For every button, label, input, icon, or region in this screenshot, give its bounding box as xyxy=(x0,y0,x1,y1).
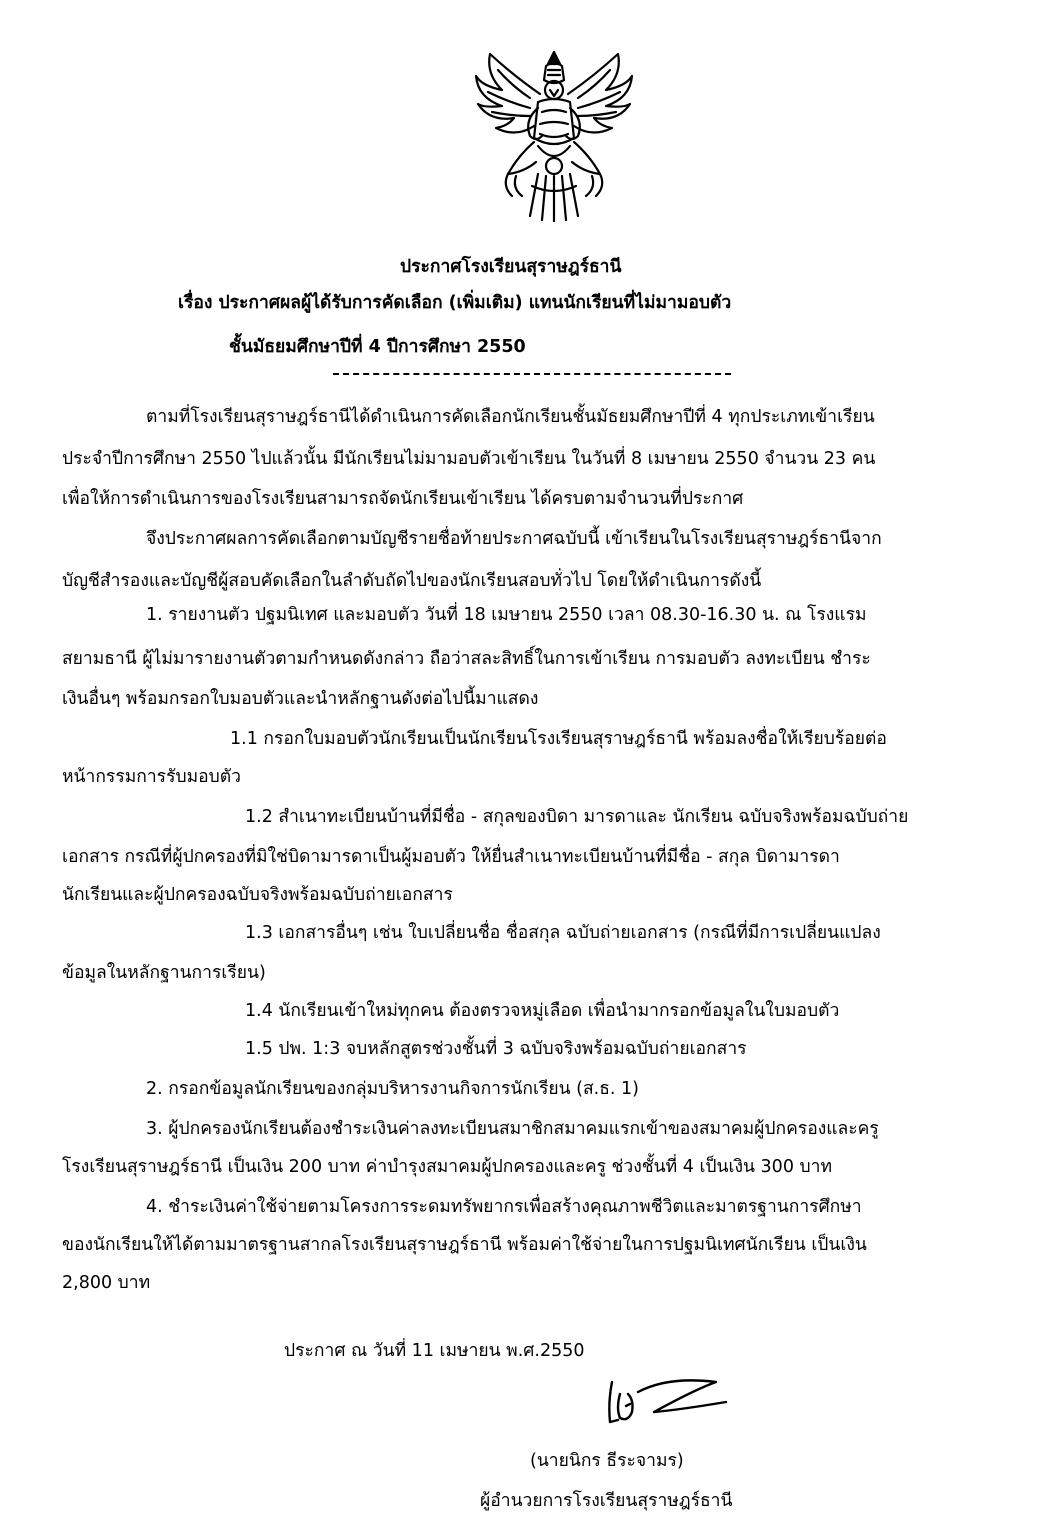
body-line: โรงเรียนสุราษฎร์ธานี เป็นเงิน 200 บาท ค่าบำรุงสมาคมผู้ปกครองและครู ช่วงชั้นที่ 4 เป็นเงิน 300 บาท xyxy=(62,1157,832,1177)
body-line: หน้ากรรมการรับมอบตัว xyxy=(62,767,241,787)
body-line: ตามที่โรงเรียนสุราษฎร์ธานีได้ดำเนินการคัดเลือกนักเรียนชั้นมัธยมศึกษาปีที่ 4 ทุกประเภทเข้าเรียน xyxy=(146,407,875,427)
signer-name: (นายนิกร ธีระจามร) xyxy=(530,1451,684,1471)
title-line-2: เรื่อง ประกาศผลผู้ได้รับการคัดเลือก (เพิ่มเติม) แทนนักเรียนที่ไม่มามอบตัว xyxy=(178,293,732,313)
signature-mark xyxy=(598,1372,738,1432)
body-line: 1.3 เอกสารอื่นๆ เช่น ใบเปลี่ยนชื่อ ชื่อสกุล ฉบับถ่ายเอกสาร (กรณีที่มีการเปลี่ยนแปลง xyxy=(245,923,881,943)
body-line: บัญชีสำรองและบัญชีผู้สอบคัดเลือกในลำดับถัดไปของนักเรียนสอบทั่วไป โดยให้ดำเนินการดังนี้ xyxy=(62,571,762,591)
body-line: เอกสาร กรณีที่ผู้ปกครองที่มิใช่บิดามารดาเป็นผู้มอบตัว ให้ยื่นสำเนาทะเบียนบ้านที่มีชื่อ - สกุล บิดามารดา xyxy=(62,847,840,867)
body-line: 1.4 นักเรียนเข้าใหม่ทุกคน ต้องตรวจหมู่เลือด เพื่อนำมากรอกข้อมูลในใบมอบตัว xyxy=(245,1001,840,1021)
body-line: ประจำปีการศึกษา 2550 ไปแล้วนั้น มีนักเรียนไม่มามอบตัวเข้าเรียน ในวันที่ 8 เมษายน 2550 จำนวน 23 คน xyxy=(62,449,876,469)
body-line: จึงประกาศผลการคัดเลือกตามบัญชีรายชื่อท้ายประกาศฉบับนี้ เข้าเรียนในโรงเรียนสุราษฎร์ธานีจาก xyxy=(146,529,882,549)
body-line: 3. ผู้ปกครองนักเรียนต้องชำระเงินค่าลงทะเบียนสมาชิกสมาคมแรกเข้าของสมาคมผู้ปกครองและครู xyxy=(146,1119,879,1139)
body-line: 4. ชำระเงินค่าใช้จ่ายตามโครงการระดมทรัพยากรเพื่อสร้างคุณภาพชีวิตและมาตรฐานการศึกษา xyxy=(146,1197,862,1217)
body-line: นักเรียนและผู้ปกครองฉบับจริงพร้อมฉบับถ่ายเอกสาร xyxy=(62,885,453,905)
body-line: เงินอื่นๆ พร้อมกรอกใบมอบตัวและนำหลักฐานดังต่อไปนี้มาแสดง xyxy=(62,689,539,709)
announce-date: ประกาศ ณ วันที่ 11 เมษายน พ.ศ.2550 xyxy=(284,1341,585,1361)
body-line: ของนักเรียนให้ได้ตามมาตรฐานสากลโรงเรียนสุราษฎร์ธานี พร้อมค่าใช้จ่ายในการปฐมนิเทศนักเรียน เป็นเงิน xyxy=(62,1235,867,1255)
body-line: 1.2 สำเนาทะเบียนบ้านที่มีชื่อ - สกุลของบิดา มารดาและ นักเรียน ฉบับจริงพร้อมฉบับถ่าย xyxy=(245,807,909,827)
body-line: 2. กรอกข้อมูลนักเรียนของกลุ่มบริหารงานกิจการนักเรียน (ส.ธ. 1) xyxy=(146,1079,639,1099)
title-line-1: ประกาศโรงเรียนสุราษฎร์ธานี xyxy=(400,257,622,277)
title-line-3: ชั้นมัธยมศึกษาปีที่ 4 ปีการศึกษา 2550 xyxy=(229,337,526,357)
body-line: 1. รายงานตัว ปฐมนิเทศ และมอบตัว วันที่ 18 เมษายน 2550 เวลา 08.30-16.30 น. ณ โรงแรม xyxy=(146,605,867,625)
body-line: เพื่อให้การดำเนินการของโรงเรียนสามารถจัดนักเรียนเข้าเรียน ได้ครบตามจำนวนที่ประกาศ xyxy=(62,489,744,509)
body-line: ข้อมูลในหลักฐานการเรียน) xyxy=(62,963,266,983)
divider-dashed-line xyxy=(333,373,731,375)
body-line: สยามธานี ผู้ไม่มารายงานตัวตามกำหนดดังกล่าว ถือว่าสละสิทธิ์ในการเข้าเรียน การมอบตัว ลงทะเบียน ชำระ xyxy=(62,649,871,669)
garuda-emblem-icon xyxy=(468,46,640,222)
body-line: 2,800 บาท xyxy=(62,1273,151,1293)
body-line: 1.1 กรอกใบมอบตัวนักเรียนเป็นนักเรียนโรงเรียนสุราษฎร์ธานี พร้อมลงชื่อให้เรียบร้อยต่อ xyxy=(230,729,887,749)
signer-position: ผู้อำนวยการโรงเรียนสุราษฎร์ธานี xyxy=(480,1491,733,1511)
body-line: 1.5 ปพ. 1:3 จบหลักสูตรช่วงชั้นที่ 3 ฉบับจริงพร้อมฉบับถ่ายเอกสาร xyxy=(245,1039,747,1059)
